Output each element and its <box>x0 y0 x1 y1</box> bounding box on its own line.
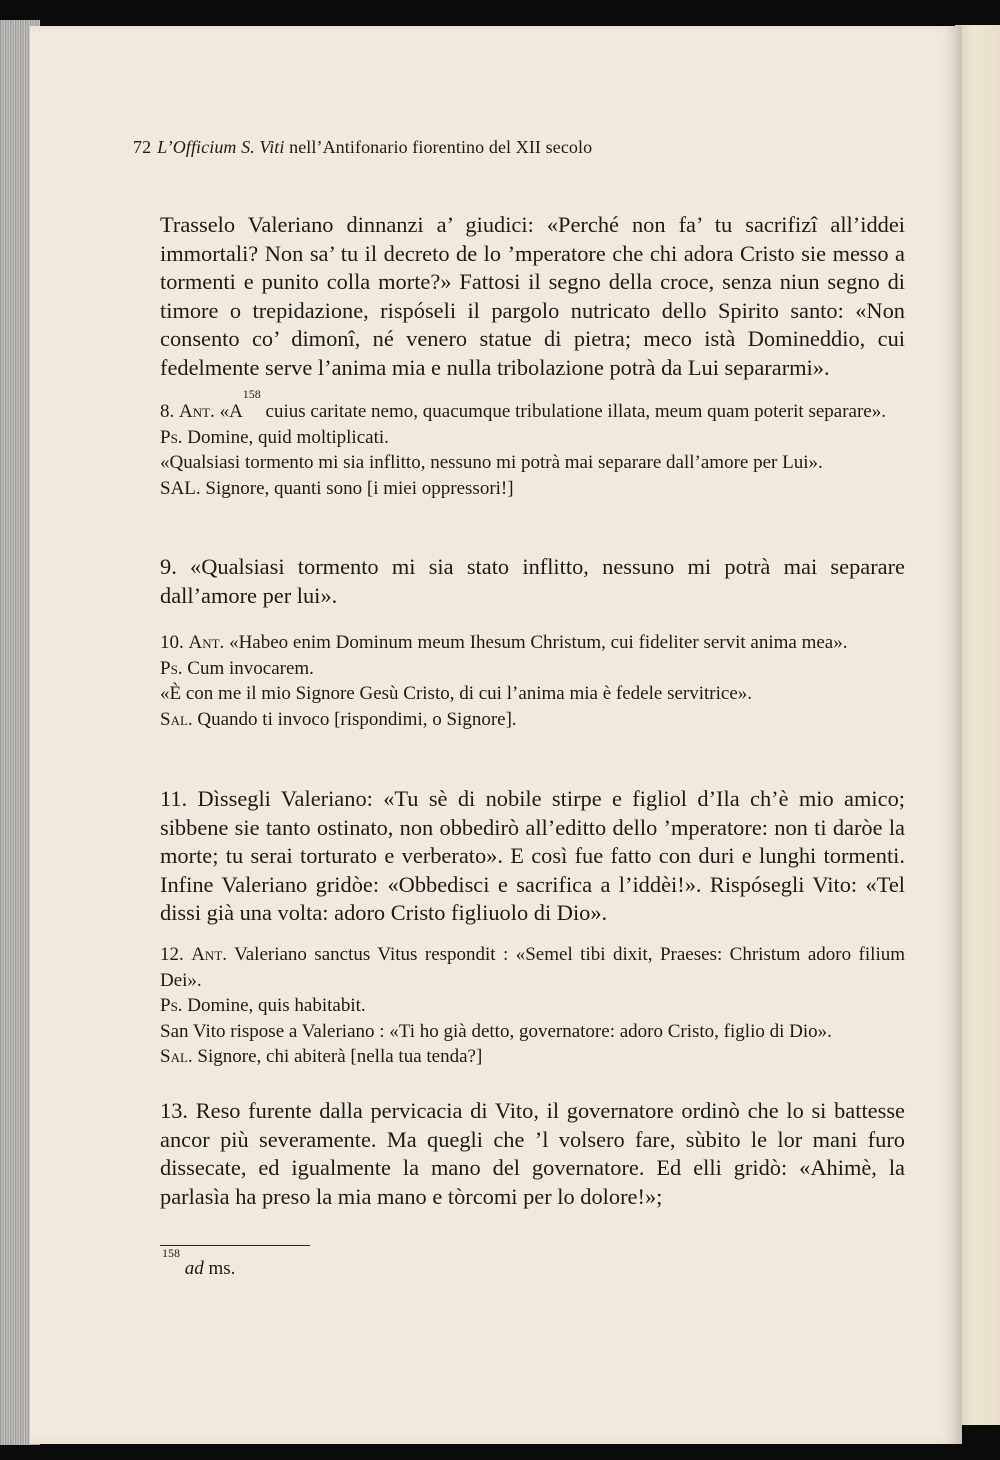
footnote-reference-158[interactable]: 158 <box>242 387 261 401</box>
section-10-sal-text: Quando ti invoco [rispondimi, o Signore]. <box>192 708 517 730</box>
page-number: 72 <box>133 137 152 157</box>
section-8-ps-text: Domine, quid moltiplicati. <box>182 426 389 448</box>
section-12-psalm <box>160 993 905 1019</box>
section-12-translation: San Vito rispose a Valeriano : «Ti ho già detto, governatore: adoro Cristo, figlio di Dio». <box>160 1020 832 1042</box>
paragraph-1: Trasselo Valeriano dinnanzi a’ giudici: «Perché non fa’ tu sacrifizî all’iddei immortali? Non sa’ tu il decreto de lo ’mperatore che chi adora Cristo sie messo a tormenti e punito colla morte?» Fattosi il segno della croce, senza niun segno di timore o trepidazione, rispóseli il pargolo nutricato dello Spirito santo: «Non consento co’ dimonî, né venero statue di pietra; meco istà Domineddio, cui fedelmente serve l’anima mia e nulla tribolazione potrà da Lui separarmi». <box>160 212 905 380</box>
section-8-ant-text: cuius caritate nemo, quacumque tribulatione illata, meum quam poterit separare». <box>260 401 886 422</box>
paragraph-9: 9. «Qualsiasi tormento mi sia stato inflitto, nessuno mi potrà mai separare dall’amore per lui». <box>160 554 905 608</box>
section-10-translation: «È con me il mio Signore Gesù Cristo, di cui l’anima mia è fedele servitrice». <box>160 683 753 704</box>
section-10-ant-label: Ant. <box>188 632 225 653</box>
section-12-sal-label: Sal. <box>160 1046 193 1067</box>
section-12-ant-text: Valeriano sanctus Vitus respondit : «Semel tibi dixit, Praeses: Christum adoro filium Dei». <box>160 944 905 991</box>
section-12-ant-label: Ant. <box>191 944 228 965</box>
section-12-ps-text: Domine, quis habitabit. <box>182 995 366 1016</box>
running-head <box>133 137 592 158</box>
running-head-title-rest: nell’Antifonario fiorentino del XII secolo <box>284 137 593 157</box>
section-10-sal-label: Sal. <box>160 708 193 730</box>
section-12-antiphon <box>160 942 905 993</box>
section-8-ant-label: Ant. <box>179 401 215 422</box>
section-12-sal <box>160 1044 905 1070</box>
section-8-sal-label: SAL. <box>160 477 201 499</box>
section-12-ps-label: Ps. <box>160 995 183 1016</box>
paragraph-13: 13. Reso furente dalla pervicacia di Vito, il governatore ordinò che lo si battesse ancor più severamente. Ma quegli che ’l volsero fare, sùbito le lor mani furo dissecate, ed igualmente la mano del governatore. Ed elli gridò: «Ahimè, la parlasìa ha preso la mia mano e tòrcomi per lo dolore!»; <box>160 1098 905 1209</box>
footnote-number: 158 <box>162 1246 180 1260</box>
footnote-text: ms. <box>203 1258 236 1279</box>
section-8-ps-label: Ps. <box>160 426 183 448</box>
section-12 <box>160 942 905 1070</box>
section-10-ps-text: Cum invocarem. <box>182 657 314 679</box>
paragraph-11: 11. Dìssegli Valeriano: «Tu sè di nobile stirpe e figliol d’Ila ch’è mio amico; sibbene sie tanto ostinato, non obbedirò all’editto dello ’mperatore: non ti daròe la morte; tu serai torturato e verberato». E così fue fatto con duri e lunghi tormenti. Infine Valeriano gridòe: «Obbedisci e sacrifica a l’iddèi!». Rispósegli Vito: «Tel dissi già una volta: adoro Cristo figliuolo di Dio». <box>160 786 905 925</box>
section-12-sal-text: Signore, chi abiterà [nella tua tenda?] <box>192 1046 483 1067</box>
section-8 <box>160 387 905 501</box>
footnote-rule <box>160 1245 310 1246</box>
section-10-ant-text: «Habeo enim Dominum meum Ihesum Christum, cui fideliter servit anima mea». <box>224 632 848 653</box>
section-10-number: 10. <box>160 632 189 653</box>
section-10-ps-label: Ps. <box>160 657 183 679</box>
section-10-antiphon <box>160 630 905 656</box>
section-8-translation: «Qualsiasi tormento mi sia inflitto, nessuno mi potrà mai separare dall’amore per Lui». <box>160 452 823 473</box>
section-8-number: 8. <box>160 401 179 422</box>
section-12-number: 12. <box>160 944 192 965</box>
section-8-antiphon <box>160 387 905 425</box>
section-10-sal <box>160 707 905 733</box>
footnote-158 <box>162 1246 236 1280</box>
section-10 <box>160 630 905 732</box>
section-10-psalm <box>160 656 905 682</box>
section-8-ant-start: «A <box>214 401 243 422</box>
running-head-title-italic: L’Officium S. Viti <box>157 137 285 157</box>
section-8-sal <box>160 476 905 502</box>
footnote-text-italic: ad <box>184 1258 204 1279</box>
section-8-psalm <box>160 425 905 451</box>
section-8-sal-text: Signore, quanti sono [i miei oppressori!] <box>200 477 514 499</box>
